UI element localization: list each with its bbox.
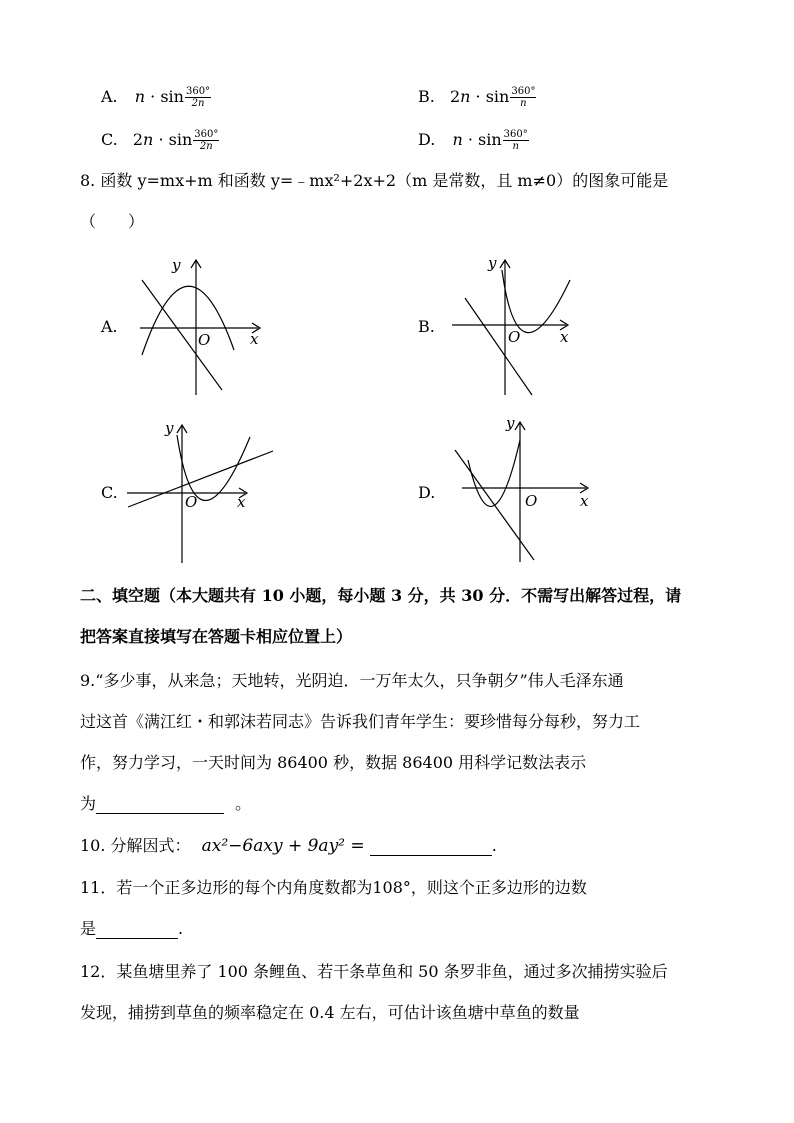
origin-label: O (198, 331, 211, 349)
y-axis-label: y (165, 419, 174, 437)
q9-answer-line: 为 。 (80, 794, 252, 813)
q7-option-b[interactable]: B. 2n · sin $\frac{360^\circ}{n}$ (418, 86, 536, 109)
origin-label: O (185, 493, 198, 511)
x-axis-label: x (237, 493, 246, 511)
section-2-heading-line1: 二、填空题（本大题共有 10 小题，每小题 3 分，共 30 分．不需写出解答过程，请 (80, 586, 682, 605)
q12-line1: 12．某鱼塘里养了 100 条鲤鱼、若干条草鱼和 50 条罗非鱼，通过多次捕捞实验后 (80, 962, 668, 981)
section-2-heading-line2: 把答案直接填写在答题卡相应位置上） (80, 627, 353, 646)
y-axis-label: y (172, 256, 181, 274)
parabola (502, 270, 570, 333)
q9-answer-blank[interactable] (96, 797, 224, 814)
y-axis-label: y (488, 254, 497, 272)
q12-line2: 发现，捕捞到草鱼的频率稳定在 0.4 左右，可估计该鱼塘中草鱼的数量 (80, 1003, 580, 1022)
line (455, 450, 534, 560)
fraction: $\frac{360^\circ}{n}$ (503, 129, 528, 152)
q10-expression: ax²−6axy + 9ay² = (201, 836, 365, 856)
graph-a (130, 250, 270, 400)
fraction: $\frac{360^\circ}{2n}$ (194, 129, 219, 152)
parabola (142, 286, 234, 355)
q11-answer-blank[interactable] (96, 922, 178, 939)
q8-stem: 8. 函数 y=mx+m 和函数 y=﹣mx²+2x+2（m 是常数，且 m≠0）的图象可能是 (80, 171, 669, 190)
graph-d-label[interactable]: D. (418, 483, 436, 502)
graph-c (125, 415, 280, 565)
q9-line3: 作，努力学习，一天时间为 86400 秒，数据 86400 用科学记数法表示 (80, 753, 587, 772)
q7-option-c[interactable]: C. 2n · sin $\frac{360^\circ}{2n}$ (101, 129, 219, 152)
x-axis-label: x (560, 328, 569, 346)
q11-answer-line: 是 . (80, 919, 184, 938)
x-axis-label: x (250, 330, 259, 348)
graph-a-label[interactable]: A. (101, 317, 118, 336)
parabola (177, 435, 250, 501)
q9-line2: 过这首《满江红・和郭沫若同志》告诉我们青年学生：要珍惜每分每秒，努力工 (80, 712, 641, 731)
y-axis-label: y (506, 414, 515, 432)
x-axis-label: x (580, 492, 589, 510)
q9-line1: 9.“多少事，从来急；天地转，光阴迫．一万年太久，只争朝夕”伟人毛泽东通 (80, 671, 624, 690)
fraction: $\frac{360^\circ}{n}$ (511, 86, 536, 109)
origin-label: O (525, 492, 538, 510)
q7-option-a[interactable]: A. n · sin $\frac{360^\circ}{2n}$ (101, 86, 211, 109)
q10-answer-blank[interactable] (370, 839, 492, 856)
graph-c-label[interactable]: C. (101, 483, 118, 502)
fraction: $\frac{360^\circ}{2n}$ (185, 86, 211, 109)
graph-d (450, 412, 595, 567)
q8-answer-paren: （ ） (80, 212, 145, 231)
line (465, 298, 532, 395)
graph-b-label[interactable]: B. (418, 317, 435, 336)
parabola (468, 440, 520, 506)
origin-label: O (508, 328, 521, 346)
q7-option-d[interactable]: D. n · sin $\frac{360^\circ}{n}$ (418, 129, 528, 152)
graph-b (450, 250, 590, 400)
q10: 10. 分解因式： ax²−6axy + 9ay² = . (80, 836, 497, 856)
q11-line1: 11．若一个正多边形的每个内角度数都为108°，则这个正多边形的边数 (80, 878, 587, 897)
